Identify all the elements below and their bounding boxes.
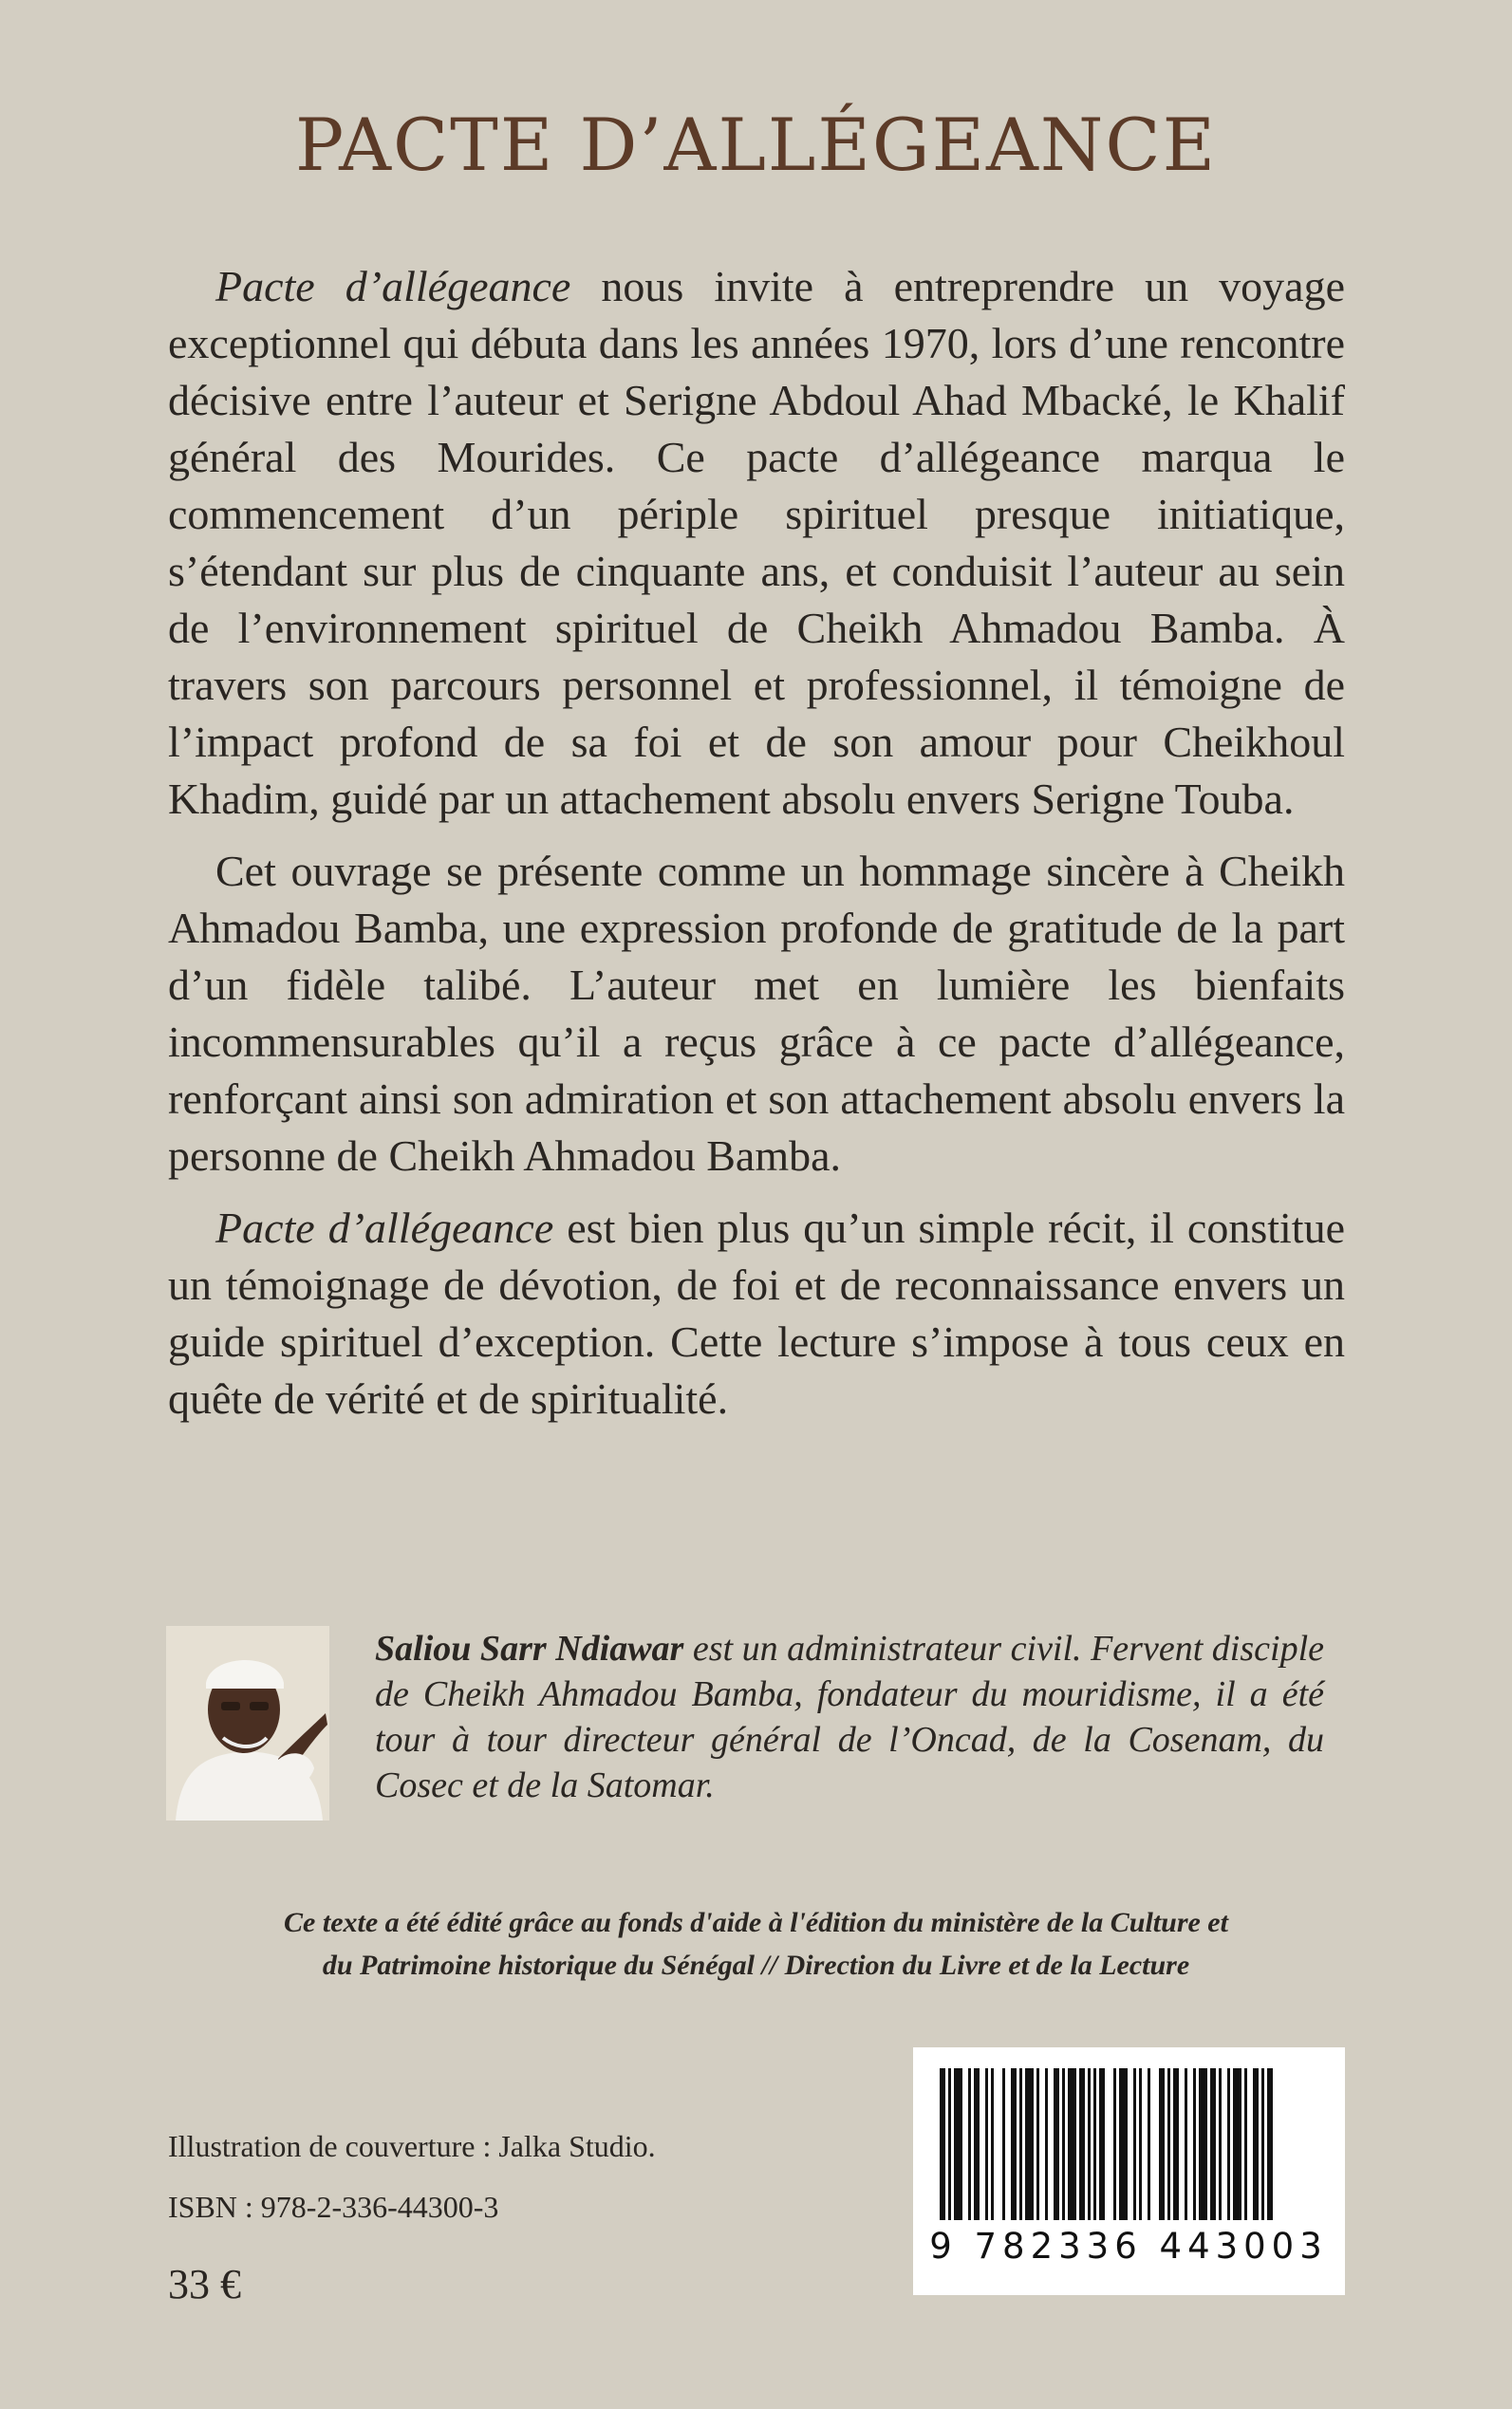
credit-line-1: Ce texte a été édité grâce au fonds d'aide à l'édition du ministère de la Culture et	[284, 1907, 1228, 1938]
blurb-paragraph-1	[168, 258, 1345, 828]
book-title-italic: Pacte d’allégeance	[215, 1204, 554, 1252]
blurb-paragraph-2: Cet ouvrage se présente comme un hommage sincère à Cheikh Ahmadou Bamba, une expression profonde de gratitude de la part d’un fidèle talibé. L’auteur met en lumière les bienfaits incommensurables qu’il a reçus grâce à ce pacte d’allégeance, renforçant ainsi son admiration et son attachement absolu envers la personne de Cheikh Ahmadou Bamba.	[168, 847, 1345, 1180]
author-bio	[375, 1626, 1324, 1808]
blurb-text: nous invite à entreprendre un voyage exceptionnel qui débuta dans les années 1970, lors d’une rencontre décisive entre l’auteur et Serigne Abdoul Ahad Mbacké, le Khalif général des Mourides. Ce pacte d’allégeance marqua le commencement d’un périple spirituel presque initiatique, s’étendant sur plus de cinquante ans, et conduisit l’auteur au sein de l’environnement spirituel de Cheikh Ahmadou Bamba. À travers son parcours personnel et professionnel, il témoigne de l’impact profond de sa foi et de son amour pour Cheikhoul Khadim, guidé par un attachement absolu envers Serigne Touba.	[168, 262, 1345, 823]
price: 33 €	[168, 2261, 241, 2307]
barcode-digits: 9 782336 443003	[929, 2226, 1328, 2267]
book-title: PACTE D’ALLÉGEANCE	[294, 103, 1218, 187]
barcode	[913, 2047, 1345, 2295]
blurb	[168, 258, 1345, 1443]
blurb-text: est bien plus qu’un simple récit, il constitue un témoignage de dévotion, de foi et de reconnaissance envers un guide spirituel d’exception. Cette lecture s’impose à tous ceux en quête de vérité et de spiritualité.	[168, 1204, 1346, 1423]
author-name: Saliou Sarr Ndiawar	[375, 1629, 684, 1669]
isbn: ISBN : 978-2-336-44300-3	[168, 2190, 499, 2224]
credit-line-2: du Patrimoine historique du Sénégal // Direction du Livre et de la Lecture	[322, 1950, 1190, 1981]
illustration-credit: Illustration de couverture : Jalka Studio.	[168, 2129, 656, 2163]
author-photo	[166, 1626, 329, 1821]
author-section	[166, 1626, 1348, 1821]
blurb-paragraph-3	[168, 1200, 1345, 1428]
book-title-italic: Pacte d’allégeance	[215, 262, 571, 310]
author-bio-text: est un administrateur civil. Fervent disciple de Cheikh Ahmadou Bamba, fondateur du mouridisme, il a été tour à tour directeur général de l’Oncad, de la Cosenam, du Cosec et de la Satomar.	[375, 1629, 1324, 1805]
publishing-credit	[152, 1901, 1360, 1987]
